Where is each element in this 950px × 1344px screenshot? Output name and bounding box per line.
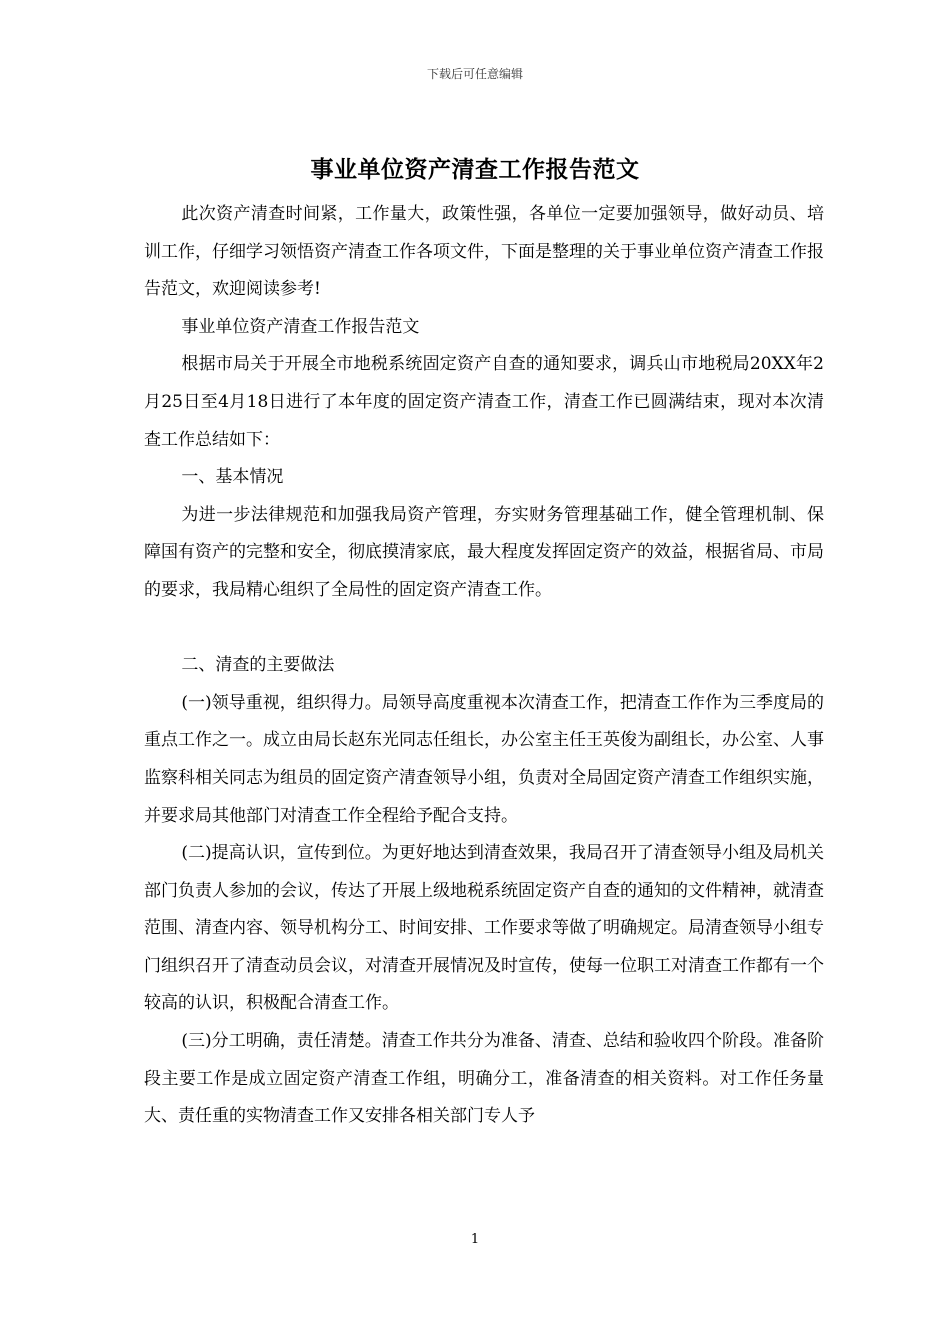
- section-heading: 二、清查的主要做法: [181, 655, 335, 676]
- body-paragraph: 根据市局关于开展全市地税系统固定资产自查的通知要求，调兵山市地税局20XX年2月25日至4月18日进行了本年度的固定资产清查工作，清查工作已圆满结束，现对本次清查工作总结如下：: [144, 354, 824, 450]
- document-body: [144, 196, 824, 1136]
- page-header-note: 下载后可任意编辑: [426, 67, 523, 81]
- intro-paragraph: 此次资产清查时间紧，工作量大，政策性强，各单位一定要加强领导，做好动员、培训工作，仔细学习领悟资产清查工作各项文件，下面是整理的关于事业单位资产清查工作报告范文，欢迎阅读参考!: [144, 204, 824, 300]
- body-paragraph: (一)领导重视，组织得力。局领导高度重视本次清查工作，把清查工作作为三季度局的重点工作之一。成立由局长赵东光同志任组长，办公室主任王英俊为副组长，办公室、人事监察科相关同志为组员的固定资产清查领导小组，负责对全局固定资产清查工作组织实施，并要求局其他部门对清查工作全程给予配合支持。: [144, 692, 824, 826]
- body-paragraph: (二)提高认识，宣传到位。为更好地达到清查效果，我局召开了清查领导小组及局机关部门负责人参加的会议，传达了开展上级地税系统固定资产自查的通知的文件精神，就清查范围、清查内容、领导机构分工、时间安排、工作要求等做了明确规定。局清查领导小组专门组织召开了清查动员会议，对清查开展情况及时宣传，使每一位职工对清查工作都有一个较高的认识，积极配合清查工作。: [144, 843, 824, 1014]
- body-paragraph: (三)分工明确，责任清楚。清查工作共分为准备、清查、总结和验收四个阶段。准备阶段主要工作是成立固定资产清查工作组，明确分工，准备清查的相关资料。对工作任务量大、责任重的实物清查工作又安排各相关部门专人予: [144, 1031, 824, 1127]
- page-number: 1: [470, 1232, 480, 1247]
- section-heading: 一、基本情况: [181, 467, 284, 488]
- subtitle-paragraph: 事业单位资产清查工作报告范文: [181, 316, 420, 337]
- document-title: 事业单位资产清查工作报告范文: [310, 156, 640, 183]
- body-paragraph: 为进一步法律规范和加强我局资产管理，夯实财务管理基础工作，健全管理机制、保障国有资产的完整和安全，彻底摸清家底，最大程度发挥固定资产的效益，根据省局、市局的要求，我局精心组织了全局性的固定资产清查工作。: [144, 504, 824, 600]
- blank-line: [144, 610, 824, 648]
